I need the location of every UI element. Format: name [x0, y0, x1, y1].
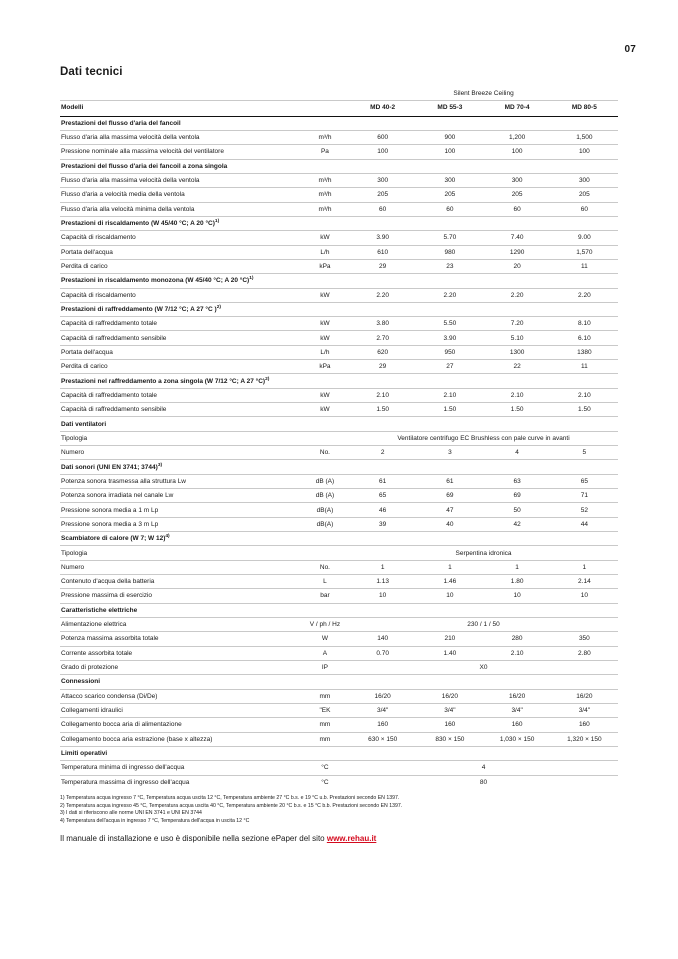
row-value-1: 1 [349, 560, 416, 574]
table-row [60, 546, 618, 560]
row-value-2: 5.70 [416, 231, 483, 245]
row-unit: mm [301, 718, 349, 732]
row-value-2: 1.40 [416, 646, 483, 660]
row-value-3: 2.20 [484, 288, 551, 302]
table-row [60, 775, 618, 789]
row-value-3: 16/20 [484, 689, 551, 703]
table-section-row [60, 460, 618, 474]
row-value-2: 1 [416, 560, 483, 574]
row-value-2: 61 [416, 474, 483, 488]
row-unit: No. [301, 560, 349, 574]
table-row [60, 245, 618, 259]
row-value-1: 1.13 [349, 575, 416, 589]
row-label: Flusso d'aria alla massima velocità della ventola [60, 130, 301, 144]
table-section-row [60, 603, 618, 617]
section-label: Prestazioni nel raffreddamento a zona singola (W 7/12 °C; A 27 °C)$^{2)}$ [60, 374, 618, 388]
row-value-4: 1,320 × 150 [551, 732, 618, 746]
row-unit: kW [301, 288, 349, 302]
row-value-1: 610 [349, 245, 416, 259]
row-value-3: 100 [484, 145, 551, 159]
row-value-2: 3/4" [416, 704, 483, 718]
table-section-row [60, 159, 618, 173]
row-value-4: 160 [551, 718, 618, 732]
page-number: 07 [624, 44, 636, 55]
table-row [60, 431, 618, 445]
row-value-2: 830 × 150 [416, 732, 483, 746]
table-row [60, 446, 618, 460]
row-value-3: 22 [484, 360, 551, 374]
row-unit: IP [301, 661, 349, 675]
table-row [60, 489, 618, 503]
row-value-1: 160 [349, 718, 416, 732]
row-unit: bar [301, 589, 349, 603]
section-label: Prestazioni di riscaldamento (W 45/40 °C; A 20 °C)$^{1)}$ [60, 216, 618, 230]
row-label: Potenza sonora irradiata nel canale Lw [60, 489, 301, 503]
table-row [60, 145, 618, 159]
table-row [60, 202, 618, 216]
table-section-row [60, 374, 618, 388]
row-value-3: 2.10 [484, 646, 551, 660]
row-unit: A [301, 646, 349, 660]
table-section-row [60, 747, 618, 761]
row-unit: m³/h [301, 130, 349, 144]
row-value-4: 205 [551, 188, 618, 202]
row-value-4: 350 [551, 632, 618, 646]
row-label: Potenza sonora trasmessa alla struttura Lw [60, 474, 301, 488]
row-value-1: 46 [349, 503, 416, 517]
row-value-3: 1,030 × 150 [484, 732, 551, 746]
row-unit: Pa [301, 145, 349, 159]
row-label: Capacità di raffreddamento sensibile [60, 403, 301, 417]
family-spacer-unit [301, 87, 349, 101]
row-unit: L/h [301, 245, 349, 259]
row-unit: No. [301, 446, 349, 460]
row-label: Capacità di riscaldamento [60, 288, 301, 302]
page-content [60, 66, 618, 843]
table-row [60, 661, 618, 675]
row-unit: °C [301, 761, 349, 775]
models-header-row [60, 101, 618, 116]
row-label: Perdita di carico [60, 360, 301, 374]
row-value-2: 5.50 [416, 317, 483, 331]
row-value-4: 10 [551, 589, 618, 603]
row-value-2: 40 [416, 517, 483, 531]
row-unit: "EK [301, 704, 349, 718]
row-label: Flusso d'aria alla massima velocità della ventola [60, 173, 301, 187]
row-value-1: 10 [349, 589, 416, 603]
row-value-3: 1,200 [484, 130, 551, 144]
row-unit: dB(A) [301, 517, 349, 531]
row-value-2: 23 [416, 259, 483, 273]
footnote-marker: 3) [157, 462, 163, 468]
row-label: Pressione sonora media a 3 m Lp [60, 517, 301, 531]
footnote-marker: 1) [249, 276, 254, 282]
row-unit [301, 546, 349, 560]
section-label: Prestazioni del flusso d'aria del fancoil [60, 116, 618, 130]
row-value-1: 29 [349, 259, 416, 273]
row-value-3: 1300 [484, 345, 551, 359]
manual-note-text: Il manuale di installazione e uso è disponibile nella sezione ePaper del sito [60, 834, 327, 844]
row-value-3: 50 [484, 503, 551, 517]
table-row [60, 474, 618, 488]
table-row [60, 718, 618, 732]
model-header-1: MD 40-2 [349, 101, 416, 116]
table-row [60, 704, 618, 718]
row-value-3: 160 [484, 718, 551, 732]
row-label: Attacco scarico condensa (Di/De) [60, 689, 301, 703]
row-label: Pressione nominale alla massima velocità del ventilatore [60, 145, 301, 159]
row-value-2: 980 [416, 245, 483, 259]
model-header-2: MD 55-3 [416, 101, 483, 116]
manual-note [60, 834, 618, 843]
row-value-1: 61 [349, 474, 416, 488]
table-body [60, 87, 618, 116]
row-unit: W [301, 632, 349, 646]
row-unit: kW [301, 388, 349, 402]
table-row [60, 360, 618, 374]
row-value-2: 69 [416, 489, 483, 503]
row-value-1: 3/4" [349, 704, 416, 718]
row-value-3: 1 [484, 560, 551, 574]
row-value-2: 47 [416, 503, 483, 517]
row-value-3: 1.50 [484, 403, 551, 417]
row-value-3: 7.40 [484, 231, 551, 245]
model-header-3: MD 70-4 [484, 101, 551, 116]
family-spacer-label [60, 87, 301, 101]
row-value-3: 300 [484, 173, 551, 187]
row-value-1: 2 [349, 446, 416, 460]
row-label: Collegamento bocca aria di alimentazione [60, 718, 301, 732]
row-value-3: 42 [484, 517, 551, 531]
footnote-marker: 2) [265, 376, 270, 382]
section-label: Connessioni [60, 675, 618, 689]
row-unit: L/h [301, 345, 349, 359]
row-label: Flusso d'aria alla velocità minima della ventola [60, 202, 301, 216]
technical-data-table [60, 87, 618, 789]
row-value-2: 1.50 [416, 403, 483, 417]
table-row [60, 188, 618, 202]
table-row [60, 732, 618, 746]
row-unit: m³/h [301, 188, 349, 202]
row-value-1: 65 [349, 489, 416, 503]
row-unit: dB (A) [301, 474, 349, 488]
row-label: Collegamenti idraulici [60, 704, 301, 718]
row-unit: m³/h [301, 173, 349, 187]
row-value-4: 6.10 [551, 331, 618, 345]
row-value-4: 1 [551, 560, 618, 574]
table-row [60, 288, 618, 302]
row-value-1: 2.10 [349, 388, 416, 402]
row-value-2: 900 [416, 130, 483, 144]
row-unit: mm [301, 689, 349, 703]
section-label: Dati sonori (UNI EN 3741; 3744)$^{3)}$ [60, 460, 618, 474]
row-value-4: 44 [551, 517, 618, 531]
row-value-3: 1.80 [484, 575, 551, 589]
models-label: Modelli [60, 101, 301, 116]
table-row [60, 560, 618, 574]
row-value-4: 71 [551, 489, 618, 503]
row-merged-value: 80 [349, 775, 618, 789]
row-value-2: 60 [416, 202, 483, 216]
row-label: Pressione massima di esercizio [60, 589, 301, 603]
row-value-1: 630 × 150 [349, 732, 416, 746]
family-header-row [60, 87, 618, 101]
row-value-1: 3.90 [349, 231, 416, 245]
row-label: Collegamento bocca aria estrazione (base x altezza) [60, 732, 301, 746]
row-value-3: 2.10 [484, 388, 551, 402]
family-label: Silent Breeze Ceiling [453, 90, 514, 98]
table-section-row [60, 274, 618, 288]
row-value-1: 1.50 [349, 403, 416, 417]
section-label: Limiti operativi [60, 747, 618, 761]
footnotes [60, 795, 618, 825]
table-row [60, 575, 618, 589]
row-value-2: 27 [416, 360, 483, 374]
row-label: Numero [60, 446, 301, 460]
row-value-4: 1380 [551, 345, 618, 359]
row-label: Flusso d'aria a velocità media della ventola [60, 188, 301, 202]
row-value-1: 205 [349, 188, 416, 202]
row-value-1: 16/20 [349, 689, 416, 703]
row-label: Corrente assorbita totale [60, 646, 301, 660]
row-label: Portata dell'acqua [60, 345, 301, 359]
row-label: Capacità di raffreddamento sensibile [60, 331, 301, 345]
row-label: Portata dell'acqua [60, 245, 301, 259]
section-label: Prestazioni in riscaldamento monozona (W 45/40 °C; A 20 °C)$^{1)}$ [60, 274, 618, 288]
row-value-4: 1.50 [551, 403, 618, 417]
row-value-3: 1290 [484, 245, 551, 259]
row-label: Potenza massima assorbita totale [60, 632, 301, 646]
row-value-4: 2.14 [551, 575, 618, 589]
footnote-marker: 1) [214, 218, 220, 224]
row-value-2: 3 [416, 446, 483, 460]
row-value-3: 3/4" [484, 704, 551, 718]
row-label: Tipologia [60, 431, 301, 445]
row-value-1: 60 [349, 202, 416, 216]
row-merged-value: Serpentina idronica [349, 546, 618, 560]
row-unit: °C [301, 775, 349, 789]
row-label: Capacità di raffreddamento totale [60, 388, 301, 402]
table-row [60, 388, 618, 402]
table-row [60, 231, 618, 245]
row-value-4: 5 [551, 446, 618, 460]
row-value-1: 100 [349, 145, 416, 159]
row-unit: dB(A) [301, 503, 349, 517]
row-value-1: 300 [349, 173, 416, 187]
footnote-marker: 2) [216, 304, 221, 310]
row-value-4: 60 [551, 202, 618, 216]
row-value-4: 52 [551, 503, 618, 517]
row-value-1: 39 [349, 517, 416, 531]
table-section-row [60, 532, 618, 546]
table-row [60, 618, 618, 632]
table-section-row [60, 417, 618, 431]
row-value-1: 600 [349, 130, 416, 144]
row-value-1: 140 [349, 632, 416, 646]
row-unit [301, 431, 349, 445]
row-value-1: 2.70 [349, 331, 416, 345]
row-label: Contenuto d'acqua della batteria [60, 575, 301, 589]
row-value-4: 1,570 [551, 245, 618, 259]
row-unit: kW [301, 331, 349, 345]
row-unit: kPa [301, 360, 349, 374]
table-row [60, 646, 618, 660]
table-row [60, 632, 618, 646]
table-row [60, 761, 618, 775]
row-value-4: 100 [551, 145, 618, 159]
row-value-3: 10 [484, 589, 551, 603]
row-value-3: 69 [484, 489, 551, 503]
row-value-4: 300 [551, 173, 618, 187]
row-value-3: 4 [484, 446, 551, 460]
table-row [60, 403, 618, 417]
row-value-2: 3.90 [416, 331, 483, 345]
row-value-4: 3/4" [551, 704, 618, 718]
row-value-3: 5.10 [484, 331, 551, 345]
row-value-2: 10 [416, 589, 483, 603]
row-unit: mm [301, 732, 349, 746]
row-value-4: 2.20 [551, 288, 618, 302]
row-label: Grado di protezione [60, 661, 301, 675]
section-label: Caratteristiche elettriche [60, 603, 618, 617]
table-row [60, 503, 618, 517]
row-value-3: 20 [484, 259, 551, 273]
row-value-2: 1.46 [416, 575, 483, 589]
table-section-row [60, 675, 618, 689]
row-merged-value: Ventilatore centrifugo EC Brushless con pale curve in avanti [349, 431, 618, 445]
row-label: Pressione sonora media a 1 m Lp [60, 503, 301, 517]
row-label: Perdita di carico [60, 259, 301, 273]
table-row [60, 259, 618, 273]
unit-header [301, 101, 349, 116]
row-label: Capacità di riscaldamento [60, 231, 301, 245]
row-unit: kW [301, 231, 349, 245]
row-merged-value: 4 [349, 761, 618, 775]
row-label: Numero [60, 560, 301, 574]
row-label: Temperatura massima di ingresso dell'acqua [60, 775, 301, 789]
row-value-2: 950 [416, 345, 483, 359]
row-value-3: 280 [484, 632, 551, 646]
row-value-3: 7.20 [484, 317, 551, 331]
row-value-2: 210 [416, 632, 483, 646]
table-row [60, 345, 618, 359]
row-label: Capacità di raffreddamento totale [60, 317, 301, 331]
row-value-4: 16/20 [551, 689, 618, 703]
row-value-2: 205 [416, 188, 483, 202]
table-section-row [60, 216, 618, 230]
footnote-marker: 4) [165, 534, 170, 540]
section-label: Dati ventilatori [60, 417, 618, 431]
rehau-website-link[interactable]: www.rehau.it [326, 834, 377, 844]
table-section-row [60, 116, 618, 130]
row-value-4: 65 [551, 474, 618, 488]
row-value-4: 11 [551, 259, 618, 273]
row-unit: kW [301, 317, 349, 331]
row-unit: m³/h [301, 202, 349, 216]
row-value-1: 620 [349, 345, 416, 359]
row-value-2: 300 [416, 173, 483, 187]
section-label: Scambiatore di calore (W 7; W 12)$^{4)}$ [60, 532, 618, 546]
row-merged-value: 230 / 1 / 50 [349, 618, 618, 632]
page-title: Dati tecnici [60, 66, 123, 78]
table-row [60, 589, 618, 603]
row-value-1: 2.20 [349, 288, 416, 302]
table-section-row [60, 302, 618, 316]
row-unit: kW [301, 403, 349, 417]
row-value-2: 160 [416, 718, 483, 732]
row-unit: dB (A) [301, 489, 349, 503]
row-value-3: 63 [484, 474, 551, 488]
footnote-4: 4) Temperatura dell'acqua in ingresso 7 °C, Temperatura dell'acqua in uscita 12 °C [60, 817, 250, 824]
row-unit: V / ph / Hz [301, 618, 349, 632]
model-header-4: MD 80-5 [551, 101, 618, 116]
table-row [60, 331, 618, 345]
row-value-2: 16/20 [416, 689, 483, 703]
row-label: Tipologia [60, 546, 301, 560]
row-value-2: 2.10 [416, 388, 483, 402]
row-value-1: 0.70 [349, 646, 416, 660]
row-value-1: 29 [349, 360, 416, 374]
section-label: Prestazioni del flusso d'aria dei fancoil a zona singola [60, 159, 618, 173]
row-value-2: 100 [416, 145, 483, 159]
row-value-4: 9.00 [551, 231, 618, 245]
row-unit: L [301, 575, 349, 589]
row-value-4: 2.80 [551, 646, 618, 660]
table-row [60, 317, 618, 331]
row-value-4: 2.10 [551, 388, 618, 402]
section-label: Prestazioni di raffreddamento (W 7/12 °C; A 27 °C )$^{2)}$ [60, 302, 618, 316]
footnote-3: 3) I dati si riferiscono alle norme UNI EN 3741 e UNI EN 3744 [60, 810, 202, 817]
table-row [60, 517, 618, 531]
row-label: Alimentazione elettrica [60, 618, 301, 632]
row-value-3: 60 [484, 202, 551, 216]
row-value-2: 2.20 [416, 288, 483, 302]
table-row [60, 689, 618, 703]
table-rows [60, 116, 618, 789]
row-value-4: 11 [551, 360, 618, 374]
table-row [60, 130, 618, 144]
row-unit: kPa [301, 259, 349, 273]
row-value-3: 205 [484, 188, 551, 202]
row-label: Temperatura minima di ingresso dell'acqua [60, 761, 301, 775]
table-row [60, 173, 618, 187]
footnote-2: 2) Temperatura acqua ingresso 45 °C, Temperatura acqua uscita 40 °C, Temperatura ambiente 20 °C b.s. e 15 °C b.b. Prestazioni secondo EN 1397. [60, 802, 403, 809]
row-merged-value: X0 [349, 661, 618, 675]
row-value-4: 8.10 [551, 317, 618, 331]
row-value-4: 1,500 [551, 130, 618, 144]
row-value-1: 3.80 [349, 317, 416, 331]
footnote-1: 1) Temperatura acqua ingresso 7 °C, Temperatura acqua uscita 12 °C, Temperatura ambiente 27 °C b.s. e 19 °C u.b. Prestazioni secondo EN 1397. [60, 794, 400, 801]
